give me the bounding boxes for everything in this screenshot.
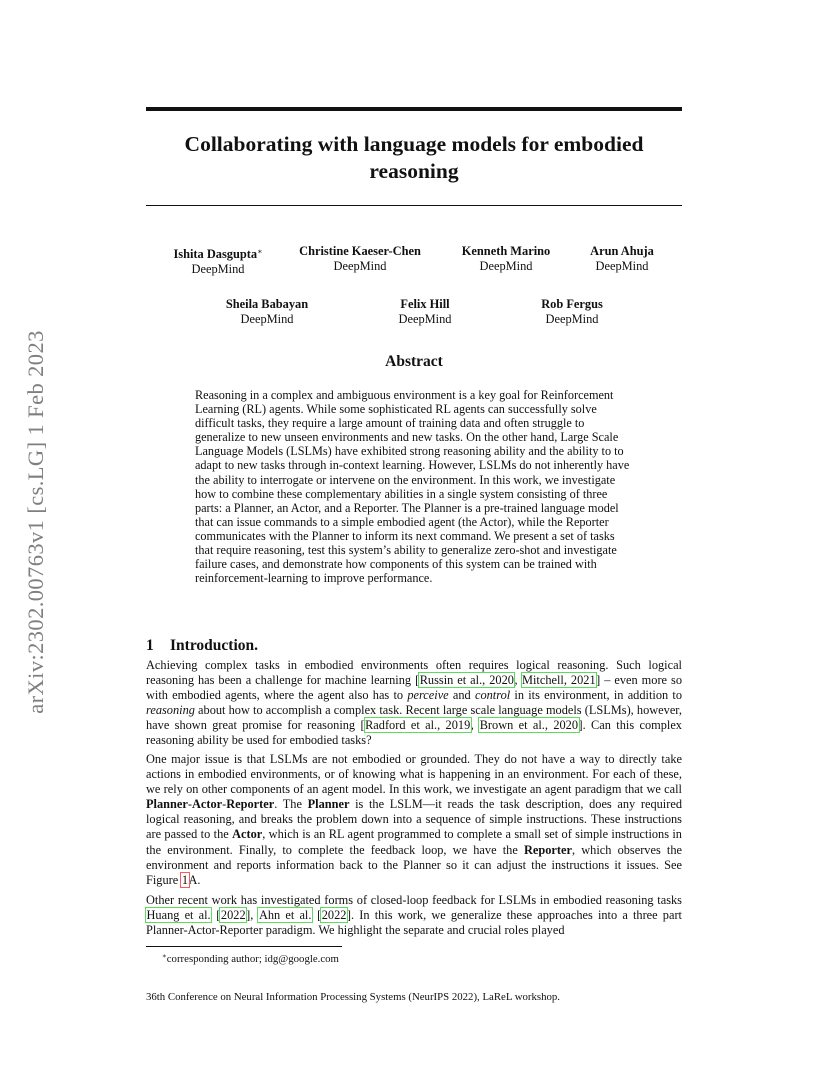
footnote — [162, 950, 339, 966]
section-number: 1 — [146, 637, 154, 654]
figure-link[interactable]: 1 — [181, 872, 188, 887]
emphasis: perceive — [407, 688, 449, 703]
footnote-rule — [146, 946, 342, 947]
citation-link[interactable]: 2022 — [321, 908, 347, 923]
author-affiliation: DeepMind — [545, 312, 599, 326]
arxiv-identifier-text: arXiv:2302.00763v1 [cs.LG] 1 Feb 2023 — [23, 330, 48, 714]
author-name: Felix Hill — [400, 297, 450, 311]
author-name: Christine Kaeser-Chen — [299, 244, 421, 258]
author-name: Arun Ahuja — [590, 244, 654, 258]
author-mark: ∗ — [257, 247, 263, 256]
author-block — [173, 244, 262, 277]
title-rule-bottom — [146, 205, 682, 206]
author-name: Sheila Babayan — [225, 297, 309, 311]
author-block — [462, 244, 550, 274]
author-block — [399, 297, 452, 327]
author-affiliation: DeepMind — [333, 259, 387, 273]
author-block — [590, 244, 654, 274]
paper-title: Collaborating with language models for embodied reasoning — [184, 132, 644, 183]
author-block — [299, 244, 421, 274]
bold-term: Planner — [146, 797, 188, 812]
emphasis: control — [474, 688, 511, 703]
abstract-text: Reasoning in a complex and ambiguous environment is a key goal for Reinforcement Learning (RL) agents. While some sophisticated RL agents can successfully solve difficult tasks, they require a large amount of training data and often struggle to generalize to new unseen environments and new tasks. On the other hand, Large Scale Language Models (LSLMs) have exhibited strong reasoning ability and the ability to to adapt to new tasks through in-context learning. However, LSLMs do not inherently have the ability to interrogate or intervene on the environment. In this work, we investigate how to combine these complementary abilities in a single system consisting of three parts: a Planner, an Actor, and a Reporter. The Planner is a pre-trained language model that can issue commands to a simple embodied agent (the Actor), while the Reporter communicates with the Planner to inform its next command. We present a set of tasks that require reasoning, test this system’s ability to generalize zero-shot and investigate failure cases, and demonstrate how components of this system can be trained with reinforcement-learning to improve performance. — [195, 388, 630, 586]
emphasis: reasoning — [146, 703, 195, 718]
bold-term: Planner — [307, 797, 350, 812]
citation-link[interactable]: Brown et al., 2020 — [479, 718, 579, 733]
arxiv-identifier — [20, 292, 52, 752]
author-affiliation: DeepMind — [240, 312, 294, 326]
citation-link[interactable]: Huang et al. — [146, 908, 211, 923]
section-heading — [146, 637, 258, 655]
author-name: Rob Fergus — [541, 297, 603, 311]
author-affiliation: DeepMind — [398, 312, 452, 326]
author-name: Kenneth Marino — [461, 244, 551, 258]
author-block — [226, 297, 308, 327]
bold-term: Actor — [191, 797, 223, 812]
abstract-heading: Abstract — [385, 353, 443, 370]
citation-link[interactable]: Russin et al., 2020 — [419, 673, 514, 688]
intro-paragraph-3: Other recent work has investigated forms of closed-loop feedback for LSLMs in embodied reasoning tasks Huang et al. [2022], Ahn et al. [2022]. In this work, we generalize these approaches into a three part Planner-Actor-Reporter paradigm. We highlight the separate and crucial roles played — [146, 893, 682, 938]
citation-link[interactable]: Radford et al., 2019 — [365, 718, 471, 733]
author-affiliation: DeepMind — [479, 259, 533, 273]
footnote-text: corresponding author; idg@google.com — [166, 953, 339, 965]
intro-paragraph-2: One major issue is that LSLMs are not embodied or grounded. They do not have a way to directly take actions in embodied environments, or of knowing what is happening in an environment. For each of these, we rely on other components of an agent model. In this work, we investigate an agent paradigm that we call Planner-Actor-Reporter. The Planner is the LSLM—it reads the task description, does any required logical reasoning, and breaks the problem down into a sequence of simple instructions. These instructions are passed to the Actor, which is an RL agent programmed to complete a small set of simple instructions in the environment. Finally, to complete the feedback loop, we have the Reporter, which observes the environment and reports information back to the Planner so it can adjust the instructions it issues. See Figure 1A. — [146, 752, 683, 887]
intro-paragraph-1: Achieving complex tasks in embodied environments often requires logical reasoning. Such logical reasoning has been a challenge for machine learning [Russin et al., 2020, Mitchell, 2021] – even more so with embodied agents, where the agent also has to perceive and control in its environment, in addition to reasoning about how to accomplish a complex task. Recent large scale language models (LSLMs), however, have shown great promise for reasoning [Radford et al., 2019, Brown et al., 2020]. Can this complex reasoning ability be used for embodied tasks? — [146, 658, 683, 748]
bold-term: Reporter — [226, 797, 275, 812]
author-affiliation: DeepMind — [595, 259, 649, 273]
title-rule-top — [146, 107, 682, 111]
bold-term: Reporter — [523, 842, 572, 857]
footnote-mark: ∗ — [162, 952, 167, 960]
author-name: Ishita Dasgupta∗ — [173, 247, 263, 261]
author-block — [541, 297, 603, 327]
citation-link[interactable]: Mitchell, 2021 — [522, 673, 596, 688]
section-title-text: Introduction. — [170, 637, 258, 654]
citation-link[interactable]: 2022 — [220, 908, 246, 923]
bold-term: Actor — [232, 827, 263, 842]
citation-link[interactable]: Ahn et al. — [258, 908, 312, 923]
venue-note: 36th Conference on Neural Information Processing Systems (NeurIPS 2022), LaReL workshop. — [146, 991, 560, 1003]
author-affiliation: DeepMind — [191, 262, 245, 276]
